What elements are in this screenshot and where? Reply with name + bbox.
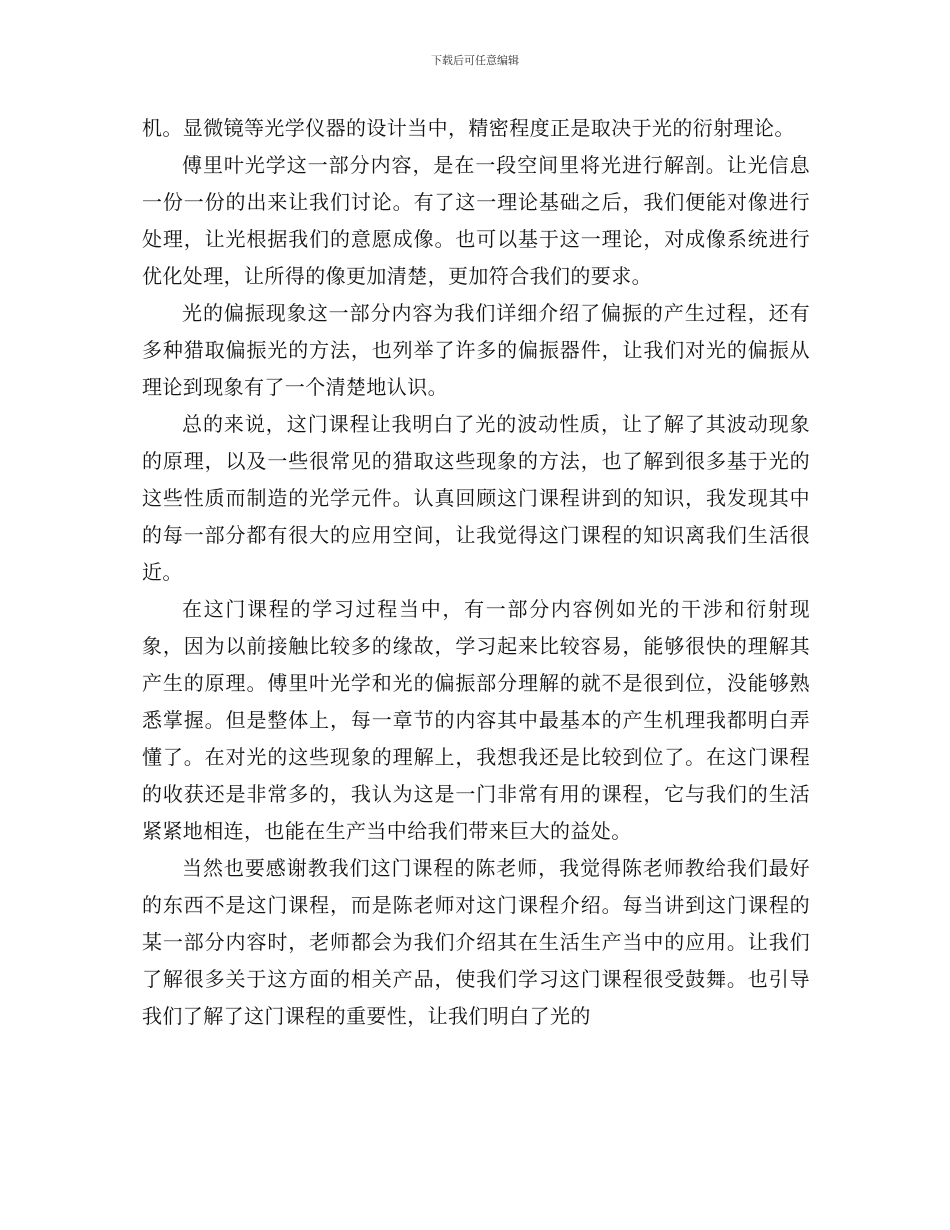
paragraph-1: 机。显微镜等光学仪器的设计当中，精密程度正是取决于光的衍射理论。 bbox=[142, 116, 795, 140]
document-body bbox=[142, 110, 810, 1035]
paragraph-3: 光的偏振现象这一部分内容为我们详细介绍了偏振的产生过程，还有多种猎取偏振光的方法，也列举了许多的偏振器件，让我们对光的偏振从理论到现象有了一个清楚地认识。 bbox=[142, 301, 810, 399]
paragraph-5: 在这门课程的学习过程当中，有一部分内容例如光的干涉和衍射现象，因为以前接触比较多的缘故，学习起来比较容易，能够很快的理解其产生的原理。傅里叶光学和光的偏振部分理解的就不是很到位，没能够熟悉掌握。但是整体上，每一章节的内容其中最基本的产生机理我都明白弄懂了。在对光的这些现象的理解上，我想我还是比较到位了。在这门课程的收获还是非常多的，我认为这是一门非常有用的课程，它与我们的生活紧紧地相连，也能在生产当中给我们带来巨大的益处。 bbox=[142, 597, 810, 843]
paragraph-6: 当然也要感谢教我们这门课程的陈老师，我觉得陈老师教给我们最好的东西不是这门课程，而是陈老师对这门课程介绍。每当讲到这门课程的某一部分内容时，老师都会为我们介绍其在生活生产当中的应用。让我们了解很多关于这方面的相关产品，使我们学习这门课程很受鼓舞。也引导我们了解了这门课程的重要性，让我们明白了光的 bbox=[142, 856, 810, 1028]
paragraph-2: 傅里叶光学这一部分内容，是在一段空间里将光进行解剖。让光信息一份一份的出来让我们讨论。有了这一理论基础之后，我们便能对像进行处理，让光根据我们的意愿成像。也可以基于这一理论，对成像系统进行优化处理，让所得的像更加清楚，更加符合我们的要求。 bbox=[142, 153, 810, 288]
page-header: 下载后可任意编辑 bbox=[431, 54, 519, 67]
paragraph-4: 总的来说，这门课程让我明白了光的波动性质，让了解了其波动现象的原理，以及一些很常见的猎取这些现象的方法，也了解到很多基于光的这些性质而制造的光学元件。认真回顾这门课程讲到的知识，我发现其中的每一部分都有很大的应用空间，让我觉得这门课程的知识离我们生活很近。 bbox=[142, 412, 810, 584]
